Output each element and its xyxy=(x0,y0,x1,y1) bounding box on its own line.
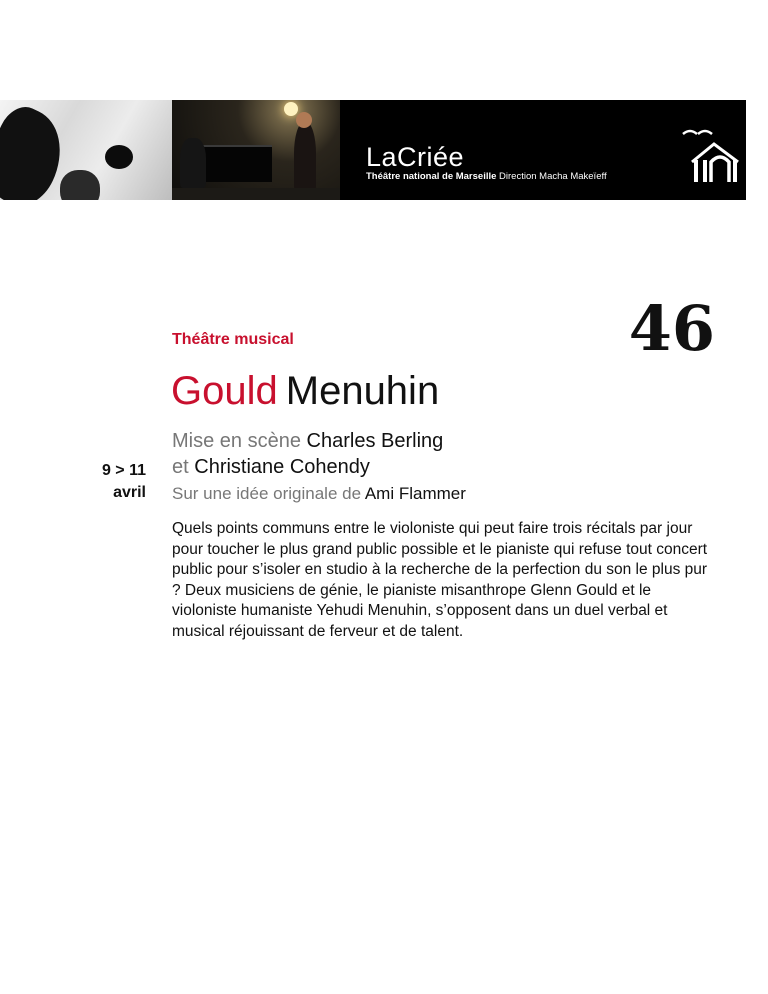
stage-performance-photo xyxy=(172,100,340,200)
show-description: Quels points communs entre le violoniste qui peut faire trois récitals par jour pour toucher le plus grand public possible et le pianiste qui refuse tout concert public pour s’isoler en studio à la recherche de la perfection du son le plus pur ? Deux musiciens de génie, le pianiste misanthrope Glenn Gould et le violoniste humaniste Yehudi Menuhin, s’opposent dans un duel verbal et musical réjouissant de ferveur et de talent. xyxy=(172,520,708,640)
tagline-direction: Direction Macha Makeïeff xyxy=(499,171,607,182)
director-name-2: Christiane Cohendy xyxy=(194,456,370,478)
date-month: avril xyxy=(113,484,146,501)
performance-dates xyxy=(60,460,146,504)
page-number: 46 xyxy=(628,292,715,365)
direction-line-2 xyxy=(172,454,443,480)
idea-author: Ami Flammer xyxy=(364,484,466,503)
date-range: 9 > 11 xyxy=(101,462,146,479)
direction-credits xyxy=(172,428,443,480)
direction-label: Mise en scène xyxy=(172,430,301,452)
show-title-gould: Gould xyxy=(171,369,278,413)
director-name-1: Charles Berling xyxy=(306,430,444,452)
direction-line-1 xyxy=(172,428,443,454)
theatre-logo xyxy=(366,144,464,171)
show-title xyxy=(171,367,439,415)
la-criee-emblem-icon xyxy=(680,122,740,184)
logo-la-text: La xyxy=(366,142,398,172)
event-category: Théâtre musical xyxy=(172,331,294,348)
idea-label: Sur une idée originale de xyxy=(172,484,362,503)
original-idea-credit xyxy=(172,483,466,505)
theatre-tagline xyxy=(366,171,607,182)
logo-criee-text: Criée xyxy=(397,142,465,172)
show-title-menuhin: Menuhin xyxy=(285,369,440,413)
director-joiner: et xyxy=(172,456,189,478)
header-banner xyxy=(0,100,746,200)
tagline-theatre-name: Théâtre national de Marseille xyxy=(366,171,497,182)
abstract-artwork-image xyxy=(0,100,172,200)
